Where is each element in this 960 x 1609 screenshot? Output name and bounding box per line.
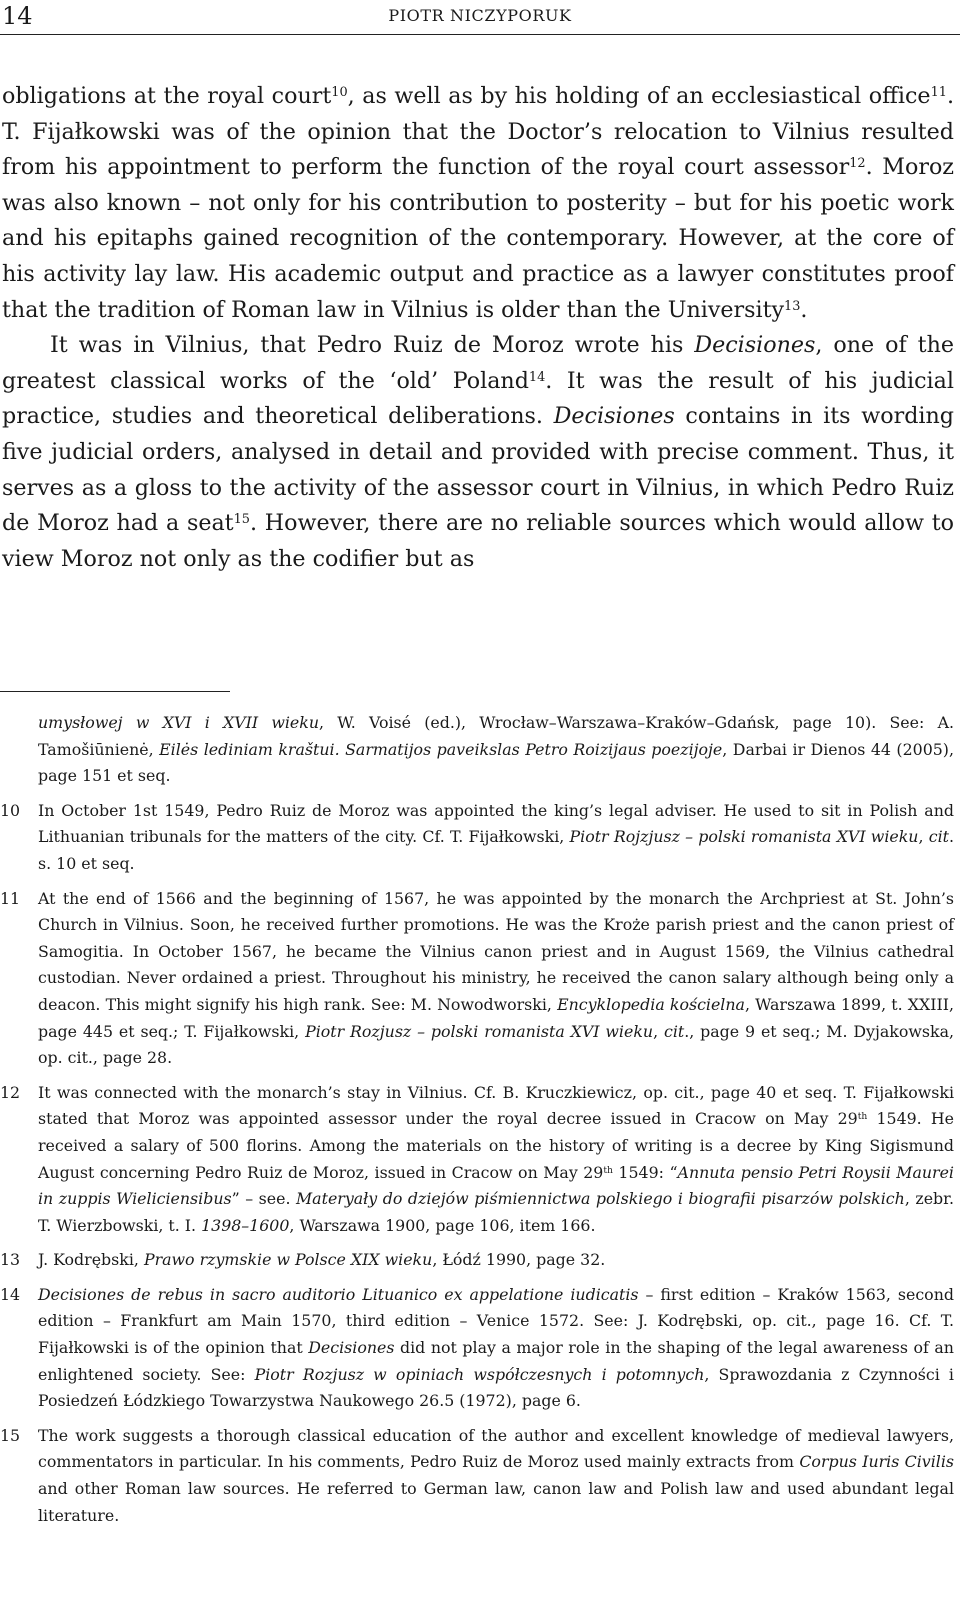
main-text xyxy=(2,79,954,577)
footnote-number: 15 xyxy=(0,1425,21,1445)
footnote-number: 10 xyxy=(0,800,21,820)
italic-title: Corpus Iuris Civilis xyxy=(799,1452,954,1472)
text-span: . It was the result of his judicial practice, studies and theoretical deliberations. xyxy=(2,367,954,430)
text-span: . Moroz was also known – not only for his contribution to posterity – but for his poetic work and his epitaphs gained recognition of the contemporary. However, at the core of his activity lay law. His academic output and practice as a lawyer constitutes proof that the tradition of Roman law in Vilnius is older than the University xyxy=(2,154,954,323)
italic-title: Encyklopedia kościelna xyxy=(557,994,745,1014)
footnote-continued xyxy=(0,710,954,790)
italic-title: 1398–1600 xyxy=(201,1215,290,1235)
text-span: , xyxy=(918,827,929,847)
footnotes xyxy=(0,710,954,1537)
italic-title: cit xyxy=(663,1021,685,1041)
text-span: – first edition – Kraków 1563, second edition – Frankfurt am Main 1570, third edition – Venice 1572. See: J. Kodrębski, op. cit., page 16. Cf. T. Fijałkowski is of the opinion that xyxy=(38,1284,954,1358)
text-span: , zebr. T. Wierzbowski, t. I. xyxy=(38,1189,954,1235)
text-span: , Darbai ir Dienos 44 (2005), page 151 et seq. xyxy=(38,739,954,786)
footnote-11 xyxy=(0,886,954,1072)
footnote-number: 14 xyxy=(0,1284,21,1304)
text-span: In October 1st 1549, Pedro Ruiz de Moroz was appointed the king’s legal adviser. He used to sit in Polish and Lithuanian tribunals for the matters of the city. Cf. T. Fijałkowski, xyxy=(38,800,954,847)
footnote-number: 11 xyxy=(0,888,21,908)
footnote-text xyxy=(38,1423,954,1529)
paragraph-2 xyxy=(2,328,954,577)
italic-title: Piotr Rojzjusz – polski romanista XVI wieku xyxy=(569,827,919,847)
footnote-ref-11[interactable]: 11 xyxy=(930,84,947,100)
italic-title: Decisiones xyxy=(553,403,675,430)
page-header xyxy=(0,0,960,32)
paragraph-1 xyxy=(2,79,954,328)
text-span: ” – see. xyxy=(231,1189,296,1209)
footnote-13 xyxy=(0,1247,954,1274)
footnote-text xyxy=(38,886,954,1072)
footnote-ref-13[interactable]: 13 xyxy=(784,298,801,314)
text-span: At the end of 1566 and the beginning of 1567, he was appointed by the monarch the Archpriest at St. John’s Church in Vilnius. Soon, he received further promotions. He was the Kroże parish priest and the canon priest of Samogitia. In October 1567, he became the Vilnius canon priest and in August 1569, the Vilnius cathedral custodian. Never ordained a priest. Throughout his ministry, he received the canon salary although being only a deacon. This might signify his high rank. See: M. Nowodworski, xyxy=(38,888,954,1014)
footnote-text xyxy=(38,1282,954,1415)
italic-title: Decisiones de rebus in sacro auditorio Lituanico ex appelatione iudicatis xyxy=(38,1284,639,1304)
footnote-ref-12[interactable]: 12 xyxy=(849,156,866,172)
running-head: PIOTR NICZYPORUK xyxy=(388,6,572,25)
text-span: , xyxy=(653,1021,664,1041)
text-span: It was connected with the monarch’s stay in Vilnius. Cf. B. Kruczkiewicz, op. cit., page 40 et seq. T. Fijałkowski stated that Moroz was appointed assessor under the royal decree issued in Cracow on May 29 xyxy=(38,1082,954,1129)
text-span: , Warszawa 1899, t. XXIII, page 445 et seq.; T. Fijałkowski, xyxy=(38,994,954,1041)
footnote-text xyxy=(38,798,954,878)
footnote-text xyxy=(38,1080,954,1240)
italic-title: Piotr Rozjusz – polski romanista XVI wieku xyxy=(305,1021,654,1041)
text-span: , W. Voisé (ed.), Wrocław–Warszawa–Kraków–Gdańsk, page 10). See: A. Tamošiūnienė, xyxy=(38,713,954,759)
text-span: did not play a major role in the shaping of the legal awareness of an enlightened society. See: xyxy=(38,1338,954,1384)
footnote-number: 13 xyxy=(0,1250,21,1270)
italic-title: Prawo rzymskie w Polsce XIX wieku xyxy=(143,1250,433,1270)
text-span: , Sprawozdania z Czynności i Posiedzeń Łódzkiego Towarzystwa Naukowego 26.5 (1972), page 6. xyxy=(38,1364,954,1411)
ordinal-suffix: th xyxy=(857,1111,868,1123)
text-span: obligations at the royal court xyxy=(2,83,332,109)
footnote-10 xyxy=(0,798,954,878)
footnote-15 xyxy=(0,1423,954,1529)
header-rule xyxy=(0,34,960,35)
text-span: ., page 9 et seq.; M. Dyjakowska, op. cit., page 28. xyxy=(38,1021,955,1068)
text-span: , Warszawa 1900, page 106, item 166. xyxy=(289,1215,596,1235)
text-span: It was in Vilnius, that Pedro Ruiz de Moroz wrote his xyxy=(50,332,695,359)
text-span: . However, there are no reliable sources which would allow to view Moroz not only as the codifier but as xyxy=(2,510,954,572)
footnote-ref-10[interactable]: 10 xyxy=(331,84,348,100)
text-span: 1549. He received a salary of 500 florins. Among the materials on the history of writing is a decree by King Sigismund August concerning Pedro Ruiz de Moroz, issued in Cracow on May 29 xyxy=(38,1109,954,1182)
text-span: , one of the greatest classical works of the ‘old’ Poland xyxy=(2,332,954,394)
text-span: J. Kodrębski, xyxy=(38,1250,144,1270)
footnote-ref-14[interactable]: 14 xyxy=(528,369,546,385)
footnote-ref-15[interactable]: 15 xyxy=(233,512,250,528)
footnote-text xyxy=(38,1247,954,1274)
text-span: . T. Fijałkowski was of the opinion that the Doctor’s relocation to Vilnius resulted from his appointment to perform the function of the royal court assessor xyxy=(2,83,954,181)
footnote-12 xyxy=(0,1080,954,1240)
text-span: , as well as by his holding of an ecclesiastical office xyxy=(347,83,931,109)
italic-title: Decisiones xyxy=(694,332,816,359)
text-span: The work suggests a thorough classical education of the author and excellent knowledge of medieval lawyers, commentators in particular. In his comments, Pedro Ruiz de Moroz used mainly extracts from xyxy=(38,1425,954,1472)
italic-title: Piotr Rozjusz w opiniach współczesnych i potomnych xyxy=(254,1364,705,1384)
footnote-separator xyxy=(0,691,230,692)
text-span: , Łódź 1990, page 32. xyxy=(432,1250,606,1270)
text-span: contains in its wording five judicial orders, analysed in detail and provided with precise comment. Thus, it serves as a gloss to the activity of the assessor court in Vilnius, in which Pedro Ruiz de Moroz had a seat xyxy=(2,403,955,537)
italic-title: umysłowej w XVI i XVII wieku xyxy=(38,713,320,732)
ordinal-suffix: th xyxy=(603,1164,613,1176)
italic-title: Materyały do dziejów piśmiennictwa polskiego i biografii pisarzów polskich xyxy=(296,1189,905,1209)
text-span: 1549: “ xyxy=(612,1162,678,1182)
text-span: and other Roman law sources. He referred to German law, canon law and Polish law and used abundant legal literature. xyxy=(38,1479,954,1525)
page-number: 14 xyxy=(2,2,33,30)
text-span: . xyxy=(800,296,808,323)
footnote-14 xyxy=(0,1282,954,1415)
italic-title: Eilės lediniam kraštui. Sarmatijos paveikslas Petro Roizijaus poezijoje xyxy=(159,739,723,759)
italic-title: Annuta pensio Petri Roysii Maurei in zuppis Wieliciensibus xyxy=(38,1162,954,1209)
footnote-number: 12 xyxy=(0,1082,21,1102)
italic-title: cit xyxy=(928,827,949,847)
text-span: . s. 10 et seq. xyxy=(38,827,954,873)
italic-title: Decisiones xyxy=(308,1338,395,1358)
